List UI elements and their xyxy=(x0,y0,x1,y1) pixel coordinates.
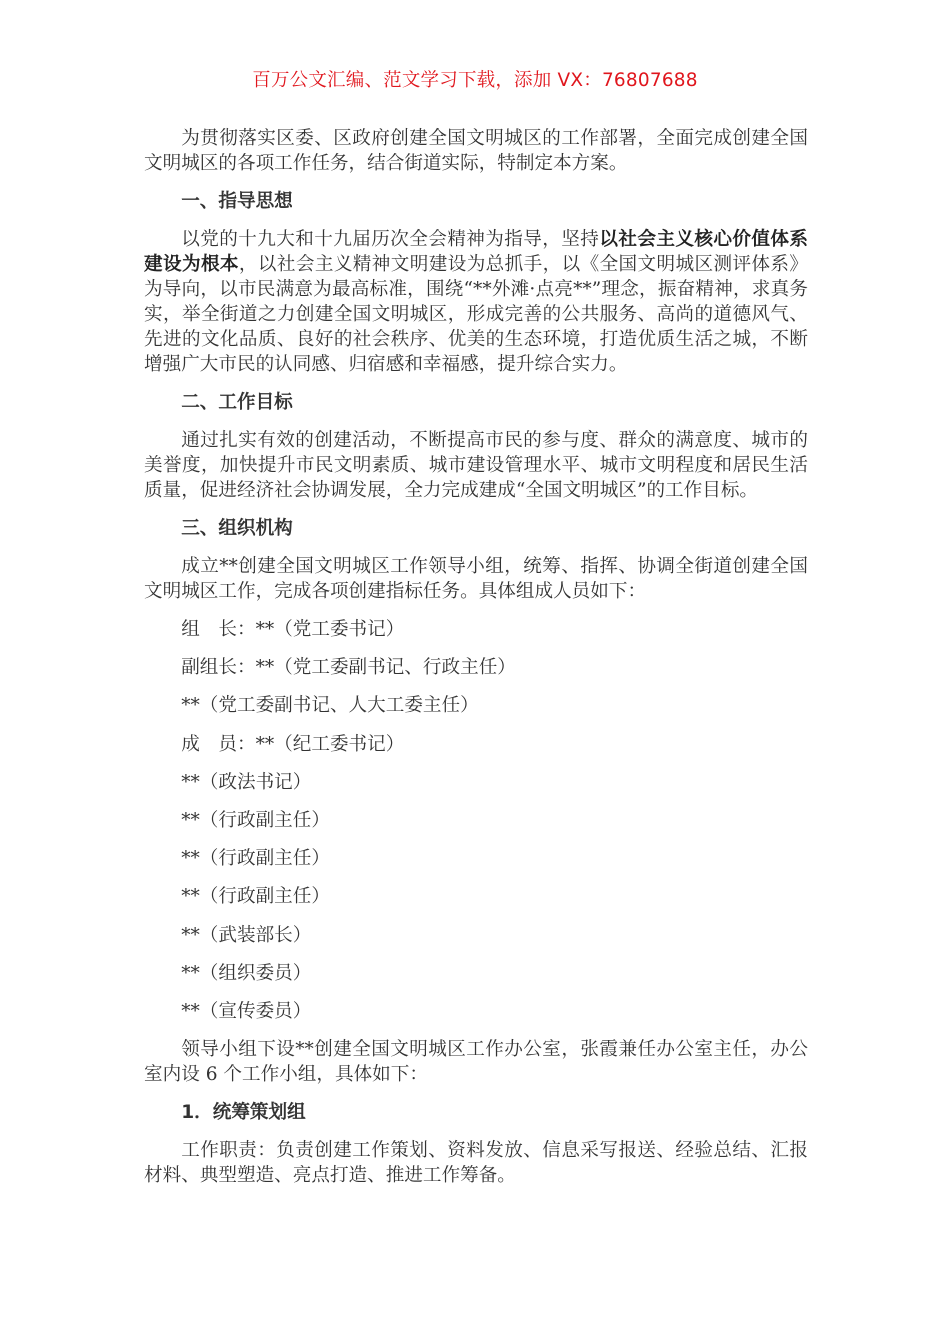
member-line: **（武装部长） xyxy=(181,924,312,946)
bold-emphasis: 以社会主义核心价值体系建设为根本 xyxy=(144,229,808,275)
member-line: **（组织委员） xyxy=(181,962,312,984)
section-heading-work-goals: 二、工作目标 xyxy=(181,392,293,413)
organization-paragraph: 成立**创建全国文明城区工作领导小组，统筹、指挥、协调全街道创建全国文明城区工作，完成各项创建指标任务。具体组成人员如下： xyxy=(144,556,808,602)
member-line: **（宣传委员） xyxy=(181,1000,312,1022)
member-line: 成 员：**（纪工委书记） xyxy=(181,733,405,755)
planning-group-duties: 工作职责：负责创建工作策划、资料发放、信息采写报送、经验总结、汇报材料、典型塑造、亮点打造、推进工作筹备。 xyxy=(144,1140,808,1187)
member-line: **（行政副主任） xyxy=(181,848,330,870)
text-run: 以党的十九大和十九届历次全会精神为指导，坚持 xyxy=(181,229,600,250)
work-goals-paragraph: 通过扎实有效的创建活动，不断提高市民的参与度、群众的满意度、城市的美誉度，加快提升市民文明素质、城市建设管理水平、城市文明程度和居民生活质量，促进经济社会协调发展，全力完成建成“全国文明城区”的工作目标。 xyxy=(144,430,808,501)
member-line: **（党工委副书记、人大工委主任） xyxy=(181,695,479,717)
member-line: 组 长：**（党工委书记） xyxy=(181,619,405,640)
document-body xyxy=(144,126,808,1201)
subsection-heading-planning-group: 1．统筹策划组 xyxy=(181,1102,306,1124)
section-heading-guiding-ideology: 一、指导思想 xyxy=(181,191,293,212)
section-heading-organization: 三、组织机构 xyxy=(181,518,293,539)
member-line: 副组长：**（党工委副书记、行政主任） xyxy=(181,657,516,679)
member-line: **（行政副主任） xyxy=(181,809,330,831)
member-line: **（行政副主任） xyxy=(181,886,330,908)
member-list xyxy=(144,617,808,1024)
member-line: **（政法书记） xyxy=(181,771,312,793)
text-run: ，以社会主义精神文明建设为总抓手，以《全国文明城区测评体系》为导向，以市民满意为最高标准，围绕“**外滩·点亮**”理念，振奋精神，求真务实，举全街道之力创建全国文明城区，形成完善的公共服务、高尚的道德风气、先进的文化品质、良好的社会秩序、优美的生态环境，打造优质生活之城，不断增强广大市民的认同感、归宿感和幸福感，提升综合实力。 xyxy=(144,254,808,375)
office-paragraph: 领导小组下设**创建全国文明城区工作办公室，张霞兼任办公室主任，办公室内设 6 个工作小组，具体如下： xyxy=(144,1039,808,1086)
intro-paragraph: 为贯彻落实区委、区政府创建全国文明城区的工作部署，全面完成创建全国文明城区的各项工作任务，结合街道实际，特制定本方案。 xyxy=(144,128,808,174)
guiding-ideology-paragraph xyxy=(144,227,808,377)
watermark-banner: 百万公文汇编、范文学习下载，添加 VX：76807688 xyxy=(252,70,698,91)
